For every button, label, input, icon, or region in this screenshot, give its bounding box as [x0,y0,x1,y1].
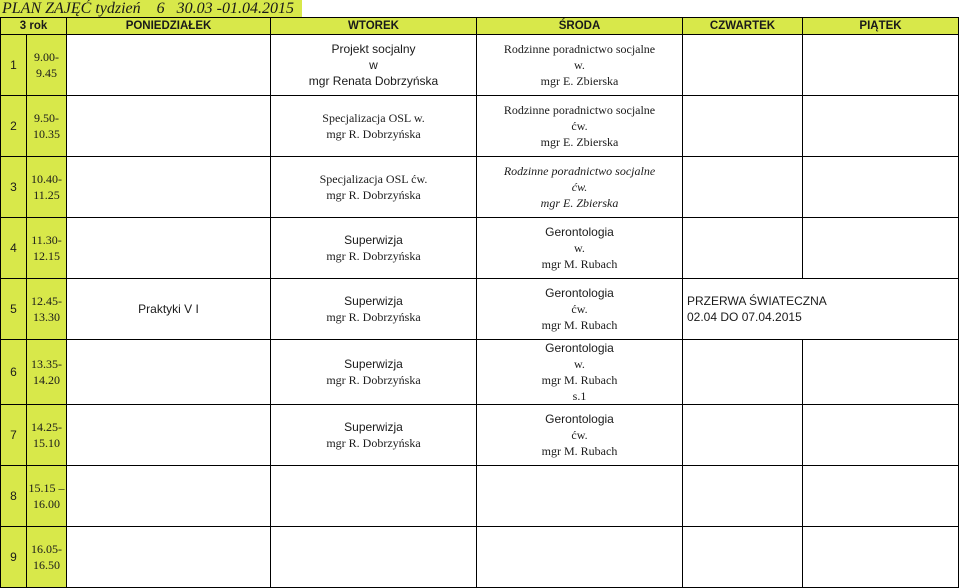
monday-cell [67,279,271,340]
wednesday-cell [477,279,683,340]
schedule-table [0,17,959,588]
holiday-cell [683,279,959,340]
course-type: w. [574,58,585,72]
tuesday-cell [271,527,477,588]
lecturer: mgr E. Zbierska [540,135,619,149]
row-number: 3 [1,157,27,218]
wednesday-cell [477,527,683,588]
monday-cell [67,466,271,527]
monday-cell [67,96,271,157]
tuesday-cell [271,340,477,405]
day-header-wednesday: ŚRODA [477,18,683,35]
tuesday-cell [271,35,477,96]
row-number: 2 [1,96,27,157]
row-number: 6 [1,340,27,405]
lecturer: mgr R. Dobrzyńska [326,310,421,324]
course-name: Projekt socjalny [331,42,416,56]
thursday-cell [683,527,803,588]
time-end: 16.50 [33,558,60,572]
table-row [1,405,959,466]
course-name: Superwizja [344,294,403,308]
tuesday-cell [271,279,477,340]
lecturer: mgr R. Dobrzyńska [326,436,421,450]
practice-note: Praktyki V I [138,302,199,316]
wednesday-cell [477,96,683,157]
time-start: 14.25- [31,420,62,434]
table-row [1,279,959,340]
course-name: Specjalizacja OSL ćw. [319,172,428,186]
time-start: 10.40- [31,172,62,186]
lecturer: mgr R. Dobrzyńska [326,127,421,141]
row-time [27,527,67,588]
time-end: 11.25 [33,188,60,202]
row-time [27,405,67,466]
friday-cell [803,218,959,279]
row-number: 4 [1,218,27,279]
friday-cell [803,157,959,218]
time-start: 16.05- [31,542,62,556]
lecturer: mgr M. Rubach [541,318,618,332]
table-row [1,340,959,405]
course-name: Rodzinne poradnictwo socjalne [503,164,656,178]
table-row [1,96,959,157]
wednesday-cell [477,35,683,96]
time-start: 15.15 – [28,481,65,495]
room: s.1 [572,389,587,403]
row-time [27,218,67,279]
thursday-cell [683,35,803,96]
row-time [27,466,67,527]
tuesday-cell [271,218,477,279]
lecturer: mgr E. Zbierska [540,196,619,210]
course-type: ćw. [571,302,588,316]
thursday-cell [683,340,803,405]
monday-cell [67,527,271,588]
tuesday-cell [271,466,477,527]
course-name: Specjalizacja OSL w. [322,111,425,125]
course-name: Superwizja [344,357,403,371]
row-time [27,340,67,405]
row-time: 9.00-9.45 [27,35,67,96]
tuesday-cell [271,405,477,466]
table-row [1,157,959,218]
wednesday-cell [477,157,683,218]
lecturer: mgr R. Dobrzyńska [326,373,421,387]
day-header-thursday: CZWARTEK [683,18,803,35]
row-time [27,279,67,340]
monday-cell [67,340,271,405]
course-name: Rodzinne poradnictwo socjalne [503,42,656,56]
monday-cell [67,35,271,96]
wednesday-cell [477,405,683,466]
course-type: ćw. [571,428,588,442]
course-type: ćw. [571,119,588,133]
wednesday-cell [477,340,683,405]
thursday-cell [683,157,803,218]
time-end: 14.20 [33,373,60,387]
title-range: 30.03 -01.04.2015 [176,0,294,17]
monday-cell [67,157,271,218]
row-time [27,96,67,157]
monday-cell [67,405,271,466]
tuesday-cell [271,96,477,157]
course-name: Gerontologia [545,412,614,426]
time-end: 12.15 [33,249,60,263]
title-prefix: PLAN ZAJĘĆ tydzień [2,0,141,17]
thursday-cell [683,96,803,157]
friday-cell [803,35,959,96]
time-start: 13.35- [31,357,62,371]
friday-cell [803,527,959,588]
course-type: w. [574,357,585,371]
wednesday-cell [477,466,683,527]
course-name: Superwizja [344,233,403,247]
table-row [1,466,959,527]
lecturer: mgr R. Dobrzyńska [326,249,421,263]
friday-cell [803,96,959,157]
lecturer: mgr M. Rubach [541,257,618,271]
course-name: Rodzinne poradnictwo socjalne [503,103,656,117]
row-number: 9 [1,527,27,588]
time-end: 16.00 [33,497,60,511]
course-name: Gerontologia [545,225,614,239]
course-type: w. [574,241,585,255]
title-week: 6 [156,0,165,17]
row-number: 7 [1,405,27,466]
lecturer: mgr M. Rubach [541,444,618,458]
course-type: ćw. [571,180,588,194]
table-row [1,218,959,279]
monday-cell [67,218,271,279]
lecturer: mgr R. Dobrzyńska [326,188,421,202]
holiday-title: PRZERWA ŚWIATECZNA [687,294,827,308]
course-type: w [369,58,378,72]
header-row [1,18,959,35]
time-start: 12.45- [31,294,62,308]
lecturer: mgr Renata Dobrzyńska [308,74,439,88]
friday-cell [803,466,959,527]
row-number: 8 [1,466,27,527]
thursday-cell [683,405,803,466]
tuesday-cell [271,157,477,218]
plan-title [0,0,302,17]
friday-cell [803,405,959,466]
time-end: 13.30 [33,310,60,324]
thursday-cell [683,218,803,279]
holiday-dates: 02.04 DO 07.04.2015 [687,310,802,324]
day-header-tuesday: WTOREK [271,18,477,35]
time-start: 9.50- [34,111,59,125]
time-start: 11.30- [31,233,62,247]
row-number: 5 [1,279,27,340]
wednesday-cell [477,218,683,279]
row-number: 1 [1,35,27,96]
course-name: Gerontologia [545,286,614,300]
time-end: 10.35 [33,127,60,141]
day-header-monday: PONIEDZIAŁEK [67,18,271,35]
course-name: Superwizja [344,420,403,434]
year-header: 3 rok [1,18,67,35]
time-end: 15.10 [33,436,60,450]
course-name: Gerontologia [545,341,614,355]
lecturer: mgr E. Zbierska [540,74,619,88]
lecturer: mgr M. Rubach [541,373,618,387]
table-row [1,35,959,96]
row-time [27,157,67,218]
day-header-friday: PIĄTEK [803,18,959,35]
table-row [1,527,959,588]
friday-cell [803,340,959,405]
thursday-cell [683,466,803,527]
